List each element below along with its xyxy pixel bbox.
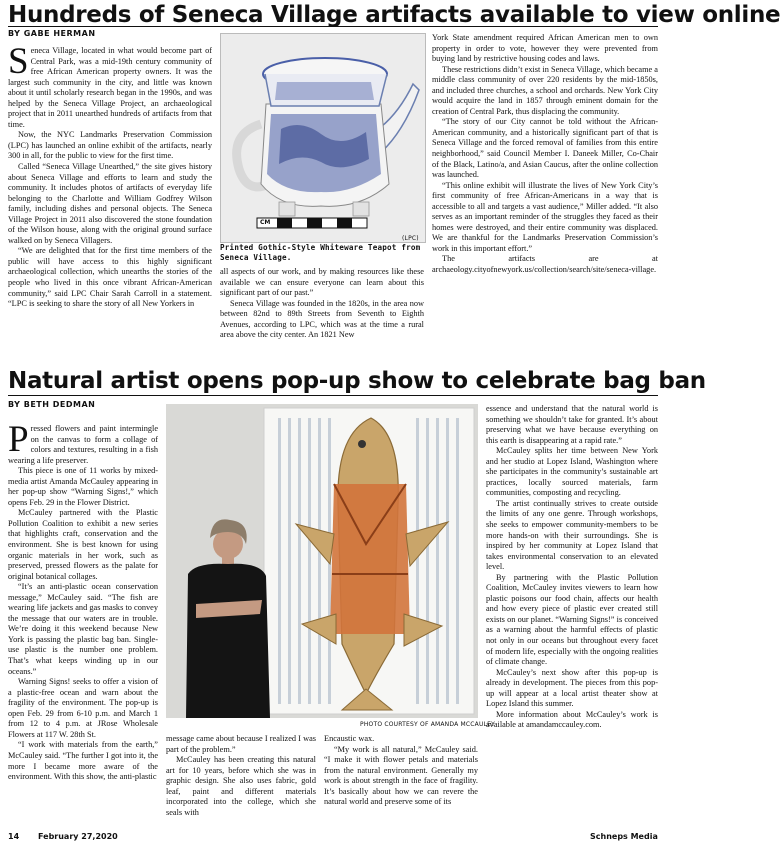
article2-paragraph: The artist continually strives to create outside the limits of any one genre. Through workshops, she seeks to empower community-members to be more hands-on with their surroundings. She is inspired by her community at Lopez Island that takes environmental conservation to an elevated level.	[486, 498, 658, 572]
article1-dropcap: S	[8, 41, 29, 82]
publisher-name: Schneps Media	[590, 832, 658, 841]
article1-column-2	[220, 267, 424, 341]
article1-paragraph: York State amendment required African American men to own property in order to vote, however they were prevented from buying land by restrictive housing codes and laws.	[432, 33, 658, 64]
article2-paragraph: “My work is all natural,” McCauley said. “I make it with flower petals and materials from the natural environment. Generally my work is about strength in the face of fragility. It’s basically about how we can revere the natural world and preserve some of its	[324, 744, 478, 807]
article2-column-3	[324, 734, 478, 808]
article2-byline: BY BETH DEDMAN	[8, 400, 96, 409]
article1-column-3	[432, 33, 658, 276]
article2-photo-credit: PHOTO COURTESY OF AMANDA MCCAULEY	[360, 721, 495, 728]
article2-paragraph: “It’s an anti-plastic ocean conservation message,” McCauley said. “The fish are wearing life jackets and gas masks to convey the message that our waters are in trouble. We’re doing it this weekend because New York is passing the plastic bag ban. Single-use plastic is the number one problem. That’s what keeps winding up in our oceans.”	[8, 582, 158, 676]
article1-paragraph: Now, the NYC Landmarks Preservation Commission (LPC) has launched an online exhibit of the artifacts, nearly 300 in all, for the public to view for the first time.	[8, 130, 212, 161]
artist-photo-illustration	[166, 404, 478, 718]
article1-paragraph: Seneca Village was founded in the 1820s, in the area now between 82nd to 89th Streets from Seventh to Eighth Avenues, according to LPC, which was at the time a rural area above the city center. An 1821 New	[220, 298, 424, 340]
article1-paragraph: “We are delighted that for the first time members of the public will have access to this highly significant archaeological collection, which unearths the stories of the people who lived in this once vibrant African-American community,” said LPC Chair Sarah Carroll in a statement. “LPC is seeking to share the story of all New Yorkers in	[8, 246, 212, 309]
article1-photo-caption: Printed Gothic-Style Whiteware Teapot from Seneca Village.	[220, 243, 421, 262]
issue-date: February 27,2020	[38, 832, 118, 841]
article1-paragraph: all aspects of our work, and by making resources like these available we can ensure everyone can learn about this significant part of our past.”	[220, 267, 424, 298]
article2-paragraph: “I work with materials from the earth,” McCauley said. “The further I got into it, the more I became more aware of the environment. With this show, the anti-plastic	[8, 740, 158, 782]
article2-headline: Natural artist opens pop-up show to celebrate bag ban	[8, 368, 706, 394]
article2-column-4	[486, 404, 658, 731]
article2-paragraph: McCauley has been creating this natural art for 10 years, before which she was in graphic design. She also uses fabric, gold leaf, paint and different materials incorporated into the college, which she seals with	[166, 755, 316, 817]
article2-paragraph: essence and understand that the natural world is something we shouldn’t take for granted. It’s about preserving what we have because everything on this earth is disappearing at a rapid rate.”	[486, 404, 658, 445]
article2-dropcap: P	[8, 419, 29, 460]
article1-paragraph: The artifacts are at archaeology.cityofnewyork.us/collection/search/site/seneca-village.	[432, 254, 658, 275]
artist-photo	[166, 404, 478, 718]
article2-paragraph: message came about because I realized I was part of the problem.”	[166, 734, 316, 754]
article2-paragraph: By partnering with the Plastic Pollution Coalition, McCauley invites viewers to learn how plastic poisons our food chain, affects our health and how every piece of plastic ever created still exists on our planet. “Warning Signs!” is conceived as a warning about the harmful effects of plastic not only in our oceans but throughout every facet of modern life, especially with the ongoing realities of climate change.	[486, 572, 658, 667]
article1-photo-credit: (LPC)	[402, 235, 419, 242]
article2-paragraph: Warning Signs! seeks to offer a vision of a plastic-free ocean and warn about the fragility of the environment. The pop-up is open Feb. 29 from 6-10 p.m. and March 1 from 12 to 4 p.m. at JRose Wholesale Flowers at 117 W. 28th St.	[8, 677, 158, 739]
article1-paragraph: “The story of our City cannot be told without the African-American community, and a historically significant part of that is Seneca Village and the forced removal of families from this entire neighborhood,” said Council Member I. Daneek Miller, Co-Chair of the Black, Latino/a, and Asian Caucus, after the online collection was launched.	[432, 117, 658, 180]
article2-paragraph: Encaustic wax.	[324, 734, 375, 743]
article2-column-1	[8, 419, 158, 783]
article2-paragraph: McCauley partnered with the Plastic Pollution Coalition to exhibit a new series that highlights craft, conservation and the environment. She is best known for using organic materials in her work, such as preserved, pressed flowers as the palate for original botanical collages.	[8, 508, 158, 581]
page-number: 14	[8, 832, 20, 841]
headline-rule	[8, 395, 658, 396]
article2-paragraph: McCauley splits her time between New York and her studio at Lopez Island, Washington where she participates in the community’s sustainable art practices, locally sourced materials, farm communities, composting and recycling.	[486, 446, 658, 498]
article1-headline: Hundreds of Seneca Village artifacts available to view online	[8, 2, 780, 28]
teapot-illustration	[221, 34, 425, 242]
article1-column-1	[8, 41, 212, 310]
article1-paragraph: “This online exhibit will illustrate the lives of New York City’s first community of free African-Americans in a way that is accessible to all and targets a vast audience,” Miller added. “It also serves as an important reminder of the struggles they faced as their homes were destroyed, and their entire community was displaced. We are thankful for the Landmarks Preservation Commission’s work in this important effort.”	[432, 180, 658, 253]
article2-paragraph: More information about McCauley’s work is available at amandamccauley.com.	[486, 709, 658, 730]
article1-paragraph: Called “Seneca Village Unearthed,” the site gives history about Seneca Village and efforts to learn and study the community. It includes photos of artifacts of everyday life belonging to the Charlotte and William Godfrey Wilson family, including dishes and personal objects. The Seneca Village Project in 2011 also discovered the stone foundation of the Wilson house, along with the original ground surface walked on by Seneca Villagers.	[8, 162, 212, 245]
teapot-photo	[220, 33, 426, 243]
scale-bar-label: CM	[260, 219, 271, 226]
article1-byline: BY GABE HERMAN	[8, 29, 96, 38]
article2-paragraph: Pressed flowers and paint intermingle on the canvas to form a collage of colors and textures, resulting in a fish wearing a life preserver.	[8, 419, 158, 465]
article1-paragraph: Seneca Village, located in what would become part of Central Park, was a mid-19th century community of free African American property owners. It was the largest such community in the city, and little was known about it until scholarly research began in the 1990s, and was helped by the Seneca Village Project, an archaeological project that in 2011 unearthed hundreds of artifacts from that time.	[8, 41, 212, 129]
article2-column-2	[166, 734, 316, 818]
article1-paragraph: These restrictions didn’t exist in Seneca Village, which became a middle class community of over 220 residents by the mid-1850s, and included three churches, a school and orchards. New York City would acquire the land in 1857 through eminent domain for the creation of Central Park, thus displacing the community.	[432, 64, 658, 116]
headline-rule	[8, 26, 658, 27]
article2-paragraph: This piece is one of 11 works by mixed-media artist Amanda McCauley appearing in her pop-up show “Warning Signs!,” which opens Feb. 29 in the Flower District.	[8, 466, 158, 507]
article2-paragraph: McCauley’s next show after this pop-up is already in development. The pieces from this pop-up will appear at a local artist theater show at Lopez Island this summer.	[486, 667, 658, 709]
